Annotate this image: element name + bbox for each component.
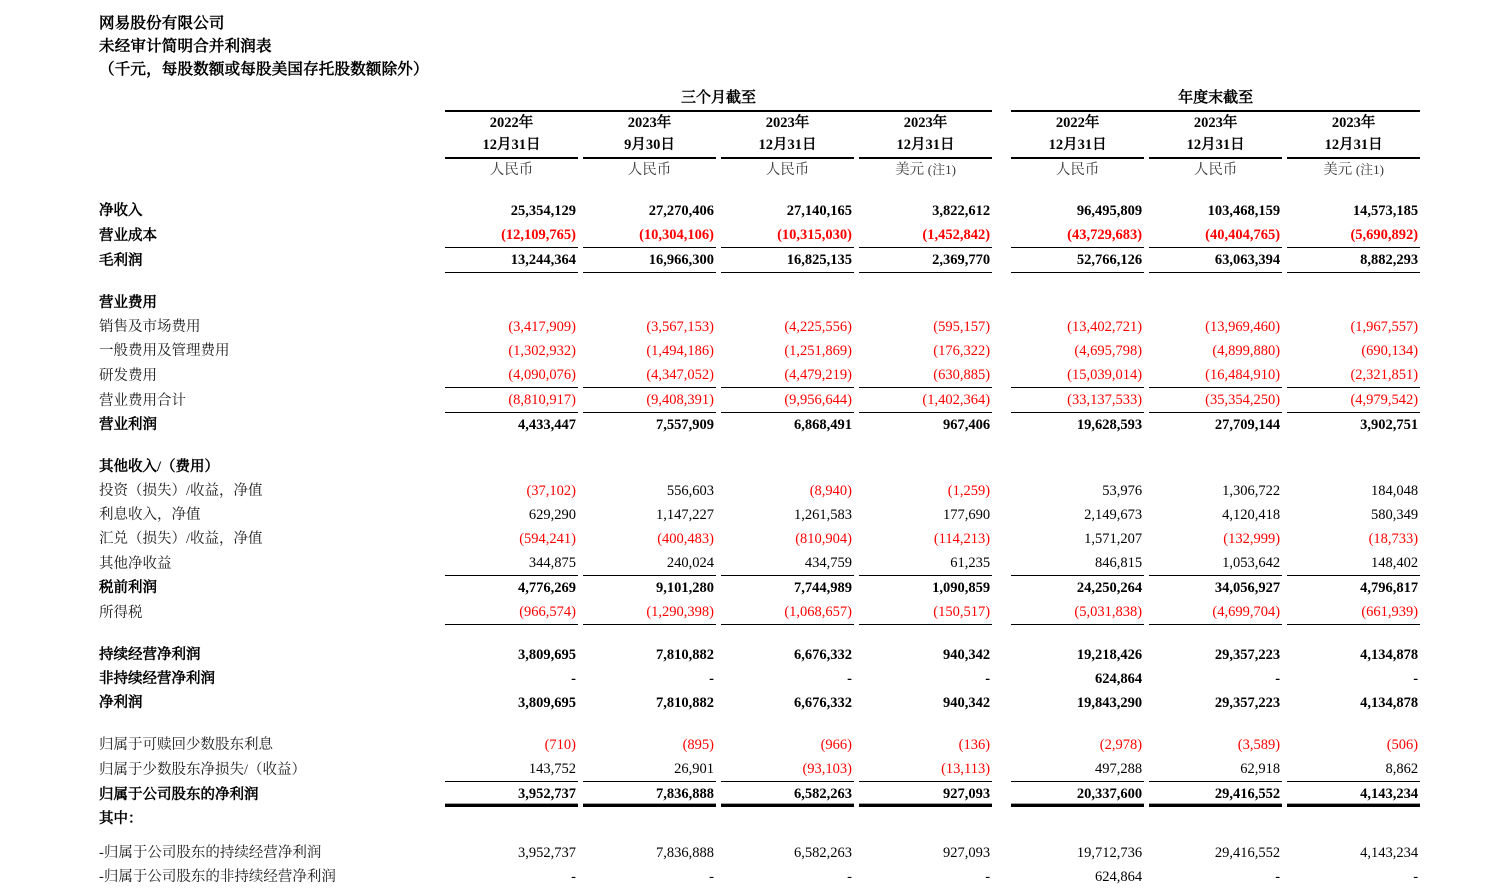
column-gap [992, 363, 1011, 388]
col-4-date: 12月31日 [1048, 137, 1107, 153]
table-row [99, 691, 1420, 715]
group-header-quarter: 三个月截至 [681, 90, 757, 106]
row-label: 其他净收益 [99, 555, 172, 572]
company-name: 网易股份有限公司 [99, 15, 225, 32]
row-value: (630,885) [933, 367, 991, 383]
table-row [99, 503, 1420, 527]
row-value: 4,134,878 [1360, 695, 1419, 711]
row-value: 7,836,888 [656, 844, 714, 861]
row-value: 29,416,552 [1214, 844, 1281, 861]
col-4-currency: 人民币 [1055, 162, 1100, 178]
row-value [445, 807, 578, 831]
section-spacer [99, 715, 1420, 733]
row-value: 344,875 [528, 555, 576, 571]
row-value: - [1413, 868, 1419, 885]
table-row [99, 527, 1420, 551]
col-6-year: 2023年 [1331, 115, 1376, 131]
row-value: (10,315,030) [777, 227, 852, 243]
row-value [721, 291, 854, 315]
column-gap [992, 643, 1011, 667]
row-value: (8,940) [809, 483, 852, 499]
row-value [445, 455, 578, 479]
row-value: (93,103) [802, 761, 852, 777]
row-value: (1,967,557) [1350, 319, 1419, 335]
row-value: (2,321,851) [1350, 367, 1419, 383]
row-label: 归属于可赎回少数股东利息 [99, 737, 273, 753]
row-value: (3,567,153) [646, 319, 714, 335]
col-6-date: 12月31日 [1324, 137, 1383, 153]
row-value: 7,810,882 [656, 695, 714, 711]
row-label: 归属于公司股东的净利润 [99, 786, 259, 803]
column-gap [992, 315, 1011, 339]
row-value: (13,402,721) [1067, 319, 1143, 335]
column-gap [992, 339, 1011, 363]
row-value: 1,053,642 [1222, 555, 1281, 571]
income-statement-table [99, 86, 1420, 889]
row-value [1287, 455, 1420, 479]
table-row [99, 782, 1420, 807]
row-value [721, 455, 854, 479]
row-value: 1,261,583 [794, 507, 852, 523]
column-gap [992, 479, 1011, 503]
row-value: (9,956,644) [721, 388, 854, 413]
column-gap [992, 248, 1011, 273]
row-value: (10,304,106) [639, 227, 714, 243]
row-value: (661,939) [1287, 600, 1420, 625]
row-value: (966,574) [445, 600, 578, 625]
column-gap [992, 782, 1011, 807]
row-value: 29,357,223 [1214, 695, 1281, 711]
row-value: 14,573,185 [1352, 203, 1419, 219]
row-value: (5,690,892) [1350, 227, 1419, 243]
row-value: 19,628,593 [1011, 413, 1144, 438]
row-value: 1,090,859 [859, 576, 992, 601]
row-value: 8,882,293 [1287, 248, 1420, 273]
document-title-block [99, 12, 429, 81]
row-value: (4,899,880) [1212, 343, 1281, 359]
column-year-spacer [99, 112, 445, 134]
row-value: (3,417,909) [508, 319, 576, 335]
table-row [99, 363, 1420, 388]
row-value: 16,966,300 [583, 248, 716, 273]
column-gap [992, 841, 1011, 865]
row-value: (136) [958, 737, 991, 753]
row-value: 6,582,263 [721, 782, 854, 807]
row-value: (895) [682, 737, 714, 753]
col-6-currency: 美元 (注1) [1323, 162, 1384, 178]
section-spacer [99, 625, 1420, 644]
col-2-date: 12月31日 [758, 137, 817, 153]
row-value: 26,901 [674, 761, 714, 777]
group-header-spacer [99, 86, 445, 109]
col-4-year: 2022年 [1055, 115, 1100, 131]
row-value: 6,868,491 [721, 413, 854, 438]
row-value: (150,517) [859, 600, 992, 625]
col-5-date: 12月31日 [1186, 137, 1245, 153]
row-value: - [1275, 671, 1281, 687]
col-1-date: 9月30日 [624, 137, 675, 153]
row-value: 624,864 [1094, 671, 1143, 687]
col-5-currency: 人民币 [1193, 162, 1238, 178]
row-value [583, 455, 716, 479]
row-value: (13,969,460) [1205, 319, 1281, 335]
row-value: (8,810,917) [445, 388, 578, 413]
row-value: (33,137,533) [1011, 388, 1144, 413]
table-row [99, 291, 1420, 315]
row-value: 240,024 [666, 555, 714, 571]
row-value: 580,349 [1370, 507, 1419, 523]
row-value: 61,235 [950, 555, 991, 571]
row-value: - [985, 671, 991, 687]
table-row [99, 841, 1420, 865]
row-value: (506) [1386, 737, 1419, 753]
row-value: 7,557,909 [583, 413, 716, 438]
table-row [99, 248, 1420, 273]
section-spacer [99, 437, 1420, 455]
table-row [99, 551, 1420, 576]
row-value: 3,809,695 [518, 695, 576, 711]
row-label: 销售及市场费用 [99, 319, 201, 335]
row-label: 净利润 [99, 695, 143, 711]
column-gap [992, 757, 1011, 782]
row-value: - [1275, 868, 1281, 885]
table-row [99, 388, 1420, 413]
row-value: (5,031,838) [1011, 600, 1144, 625]
row-value: 8,862 [1385, 761, 1419, 777]
row-value [445, 291, 578, 315]
table-row [99, 199, 1420, 223]
col-5-year: 2023年 [1193, 115, 1238, 131]
row-label: 税前利润 [99, 580, 157, 596]
row-value: 4,796,817 [1287, 576, 1420, 601]
column-currency-row [99, 159, 1420, 181]
row-value [583, 291, 716, 315]
column-gap [992, 291, 1011, 315]
row-value: 29,416,552 [1149, 782, 1282, 807]
row-value [721, 807, 854, 831]
row-value: 497,288 [1094, 761, 1143, 777]
row-value [1011, 807, 1144, 831]
col-1-currency: 人民币 [627, 162, 672, 178]
row-value: - [847, 868, 852, 885]
col-3-year: 2023年 [903, 115, 948, 131]
section-spacer [99, 273, 1420, 292]
row-value: - [709, 868, 714, 885]
column-gap [992, 199, 1011, 223]
row-value: 7,744,989 [721, 576, 854, 601]
row-label: 毛利润 [99, 252, 143, 269]
row-value: (16,484,910) [1205, 367, 1281, 383]
row-value: (9,408,391) [583, 388, 716, 413]
row-value: (1,290,398) [583, 600, 716, 625]
row-value: (2,978) [1099, 737, 1143, 753]
statement-units-note: （千元，每股数额或每股美国存托股数额除外） [99, 61, 429, 78]
row-value [1149, 807, 1282, 831]
row-value: (810,904) [795, 531, 852, 547]
row-value: 19,712,736 [1076, 844, 1143, 861]
row-value: (13,113) [941, 761, 991, 777]
row-label: 研发费用 [99, 367, 157, 384]
col-0-currency: 人民币 [489, 162, 534, 178]
row-value: (1,302,932) [508, 343, 576, 359]
column-gap [992, 576, 1011, 601]
row-value: - [847, 671, 852, 687]
row-value: 2,149,673 [1084, 507, 1143, 523]
row-value: 96,495,809 [1076, 203, 1143, 219]
table-row [99, 807, 1420, 831]
row-value: 9,101,280 [583, 576, 716, 601]
row-value: 34,056,927 [1149, 576, 1282, 601]
row-label: 营业费用合计 [99, 392, 186, 409]
row-value: 27,709,144 [1149, 413, 1282, 438]
row-value [1287, 291, 1420, 315]
row-value: 16,825,135 [721, 248, 854, 273]
row-label: 营业费用 [99, 295, 157, 311]
row-value: 629,290 [528, 507, 576, 523]
row-value: (4,979,542) [1287, 388, 1420, 413]
row-value: 63,063,394 [1149, 248, 1282, 273]
table-row [99, 757, 1420, 782]
row-value: 177,690 [942, 507, 991, 523]
row-value: (3,589) [1237, 737, 1281, 753]
row-value: 1,571,207 [1084, 531, 1143, 547]
row-value: (595,157) [933, 319, 991, 335]
row-value: 24,250,264 [1011, 576, 1144, 601]
col-2-currency: 人民币 [765, 162, 810, 178]
row-value: 556,603 [666, 483, 714, 499]
table-row [99, 479, 1420, 503]
row-value: 53,976 [1102, 483, 1143, 499]
row-value: 3,952,737 [518, 844, 576, 861]
row-value: (4,347,052) [646, 367, 714, 383]
row-value: 4,120,418 [1222, 507, 1281, 523]
col-3-date: 12月31日 [896, 137, 955, 153]
row-value: (400,483) [657, 531, 714, 547]
column-date-row [99, 134, 1420, 156]
table-row [99, 576, 1420, 601]
row-value: (1,259) [947, 483, 991, 499]
row-value: 927,093 [942, 844, 991, 861]
group-header-gap [992, 86, 1011, 109]
column-gap [992, 223, 1011, 248]
row-value: 624,864 [1094, 868, 1143, 885]
row-value: - [709, 671, 714, 687]
table-row [99, 455, 1420, 479]
column-gap [992, 865, 1011, 889]
table-row [99, 223, 1420, 248]
row-value: 3,902,751 [1287, 413, 1420, 438]
row-value: (1,402,364) [859, 388, 992, 413]
row-value: (40,404,765) [1205, 227, 1281, 243]
row-value: 434,759 [804, 555, 852, 571]
row-value: 846,815 [1094, 555, 1143, 571]
row-value: (15,039,014) [1067, 367, 1143, 383]
column-gap [992, 667, 1011, 691]
table-row [99, 865, 1420, 889]
row-value: (1,251,869) [784, 343, 852, 359]
row-label: -归属于公司股东的非持续经营净利润 [99, 868, 336, 885]
col-3-currency: 美元 (注1) [895, 162, 956, 178]
column-gap [992, 388, 1011, 413]
table-row [99, 667, 1420, 691]
row-value: 967,406 [859, 413, 992, 438]
group-header-year: 年度末截至 [1178, 90, 1254, 106]
row-value: (4,479,219) [784, 367, 852, 383]
row-value: (114,213) [933, 531, 991, 547]
row-value: 940,342 [942, 647, 991, 663]
row-value [583, 807, 716, 831]
row-value: 4,143,234 [1360, 844, 1419, 861]
column-currency-spacer [99, 159, 445, 181]
row-value: 6,582,263 [794, 844, 852, 861]
table-row [99, 315, 1420, 339]
row-value: 7,810,882 [656, 647, 714, 663]
column-gap [992, 503, 1011, 527]
row-value: (4,699,704) [1149, 600, 1282, 625]
row-value: 1,147,227 [656, 507, 714, 523]
row-value: (37,102) [526, 483, 576, 499]
row-value: 6,676,332 [794, 695, 852, 711]
row-label: 归属于少数股东净损失/（收益） [99, 761, 307, 778]
row-label: 投资（损失）/收益，净值 [99, 483, 263, 499]
row-label: 汇兑（损失）/收益，净值 [99, 531, 263, 547]
column-date-spacer [99, 134, 445, 156]
column-gap [992, 527, 1011, 551]
row-value: 27,270,406 [648, 203, 714, 219]
row-label: -归属于公司股东的持续经营净利润 [99, 844, 322, 861]
table-row [99, 600, 1420, 625]
row-label: 非持续经营净利润 [99, 671, 215, 687]
row-label: 一般费用及管理费用 [99, 343, 230, 359]
row-label: 净收入 [99, 203, 143, 219]
row-value: 62,918 [1240, 761, 1281, 777]
row-value: 19,843,290 [1076, 695, 1143, 711]
row-value: (43,729,683) [1067, 227, 1143, 243]
table-row [99, 643, 1420, 667]
row-value: 27,140,165 [786, 203, 852, 219]
row-value: 20,337,600 [1011, 782, 1144, 807]
row-value: (4,225,556) [784, 319, 852, 335]
group-header-row [99, 86, 1420, 109]
column-gap [992, 733, 1011, 757]
row-value: 25,354,129 [510, 203, 576, 219]
row-value: 143,752 [528, 761, 576, 777]
row-value: (1,494,186) [646, 343, 714, 359]
row-value: (594,241) [519, 531, 576, 547]
row-value: 19,218,426 [1076, 647, 1143, 663]
row-label: 持续经营净利润 [99, 647, 201, 663]
row-value [1149, 291, 1282, 315]
row-value [1011, 455, 1144, 479]
row-value: - [985, 868, 991, 885]
column-gap [992, 413, 1011, 438]
row-value: - [1413, 671, 1419, 687]
row-value: (132,999) [1223, 531, 1281, 547]
row-value: 3,952,737 [445, 782, 578, 807]
row-label: 营业利润 [99, 417, 157, 433]
row-value [859, 291, 992, 315]
row-value: (12,109,765) [501, 227, 576, 243]
col-2-year: 2023年 [765, 115, 810, 131]
column-gap [992, 600, 1011, 625]
row-value: 13,244,364 [445, 248, 578, 273]
row-value: (176,322) [933, 343, 991, 359]
row-value: (966) [820, 737, 852, 753]
col-0-date: 12月31日 [482, 137, 541, 153]
table-row [99, 413, 1420, 438]
row-value [1287, 807, 1420, 831]
column-gap [992, 551, 1011, 576]
row-value: - [571, 868, 576, 885]
row-value: 2,369,770 [859, 248, 992, 273]
row-value: 184,048 [1370, 483, 1419, 499]
row-value: 4,776,269 [445, 576, 578, 601]
col-1-year: 2023年 [627, 115, 672, 131]
row-value: 52,766,126 [1011, 248, 1144, 273]
row-value: (710) [544, 737, 576, 753]
row-label: 其他收入/（费用） [99, 459, 220, 475]
row-value: (4,090,076) [508, 367, 576, 383]
row-label: 所得税 [99, 604, 143, 621]
column-gap [992, 691, 1011, 715]
row-label: 营业成本 [99, 227, 157, 244]
table-row [99, 733, 1420, 757]
row-value: 1,306,722 [1222, 483, 1281, 499]
row-value: 4,134,878 [1360, 647, 1419, 663]
column-year-row [99, 112, 1420, 134]
table-row [99, 339, 1420, 363]
row-value: (4,695,798) [1074, 343, 1143, 359]
column-gap [992, 807, 1011, 831]
row-label: 利息收入，净值 [99, 507, 201, 523]
row-label: 其中： [99, 810, 143, 827]
row-value: (1,068,657) [721, 600, 854, 625]
row-value: 29,357,223 [1214, 647, 1281, 663]
row-value: 940,342 [942, 695, 991, 711]
row-value: (1,452,842) [922, 227, 991, 243]
row-value: - [571, 671, 576, 687]
row-value: (35,354,250) [1149, 388, 1282, 413]
statement-name: 未经审计简明合并利润表 [99, 38, 272, 55]
row-value [859, 455, 992, 479]
col-0-year: 2022年 [489, 115, 534, 131]
section-spacer [99, 831, 1420, 841]
row-value: 148,402 [1370, 555, 1419, 571]
row-value: (18,733) [1368, 531, 1419, 547]
row-value: 927,093 [859, 782, 992, 807]
row-value: 103,468,159 [1207, 203, 1281, 219]
row-value: 7,836,888 [583, 782, 716, 807]
header-body-spacer [99, 181, 1420, 199]
row-value: (690,134) [1361, 343, 1419, 359]
row-value [1149, 455, 1282, 479]
row-value: 3,809,695 [518, 647, 576, 663]
row-value [1011, 291, 1144, 315]
row-value [859, 807, 992, 831]
row-value: 3,822,612 [932, 203, 991, 219]
row-value: 4,433,447 [445, 413, 578, 438]
row-value: 4,143,234 [1287, 782, 1420, 807]
statement-body [99, 199, 1420, 889]
row-value: 6,676,332 [794, 647, 852, 663]
column-gap [992, 455, 1011, 479]
